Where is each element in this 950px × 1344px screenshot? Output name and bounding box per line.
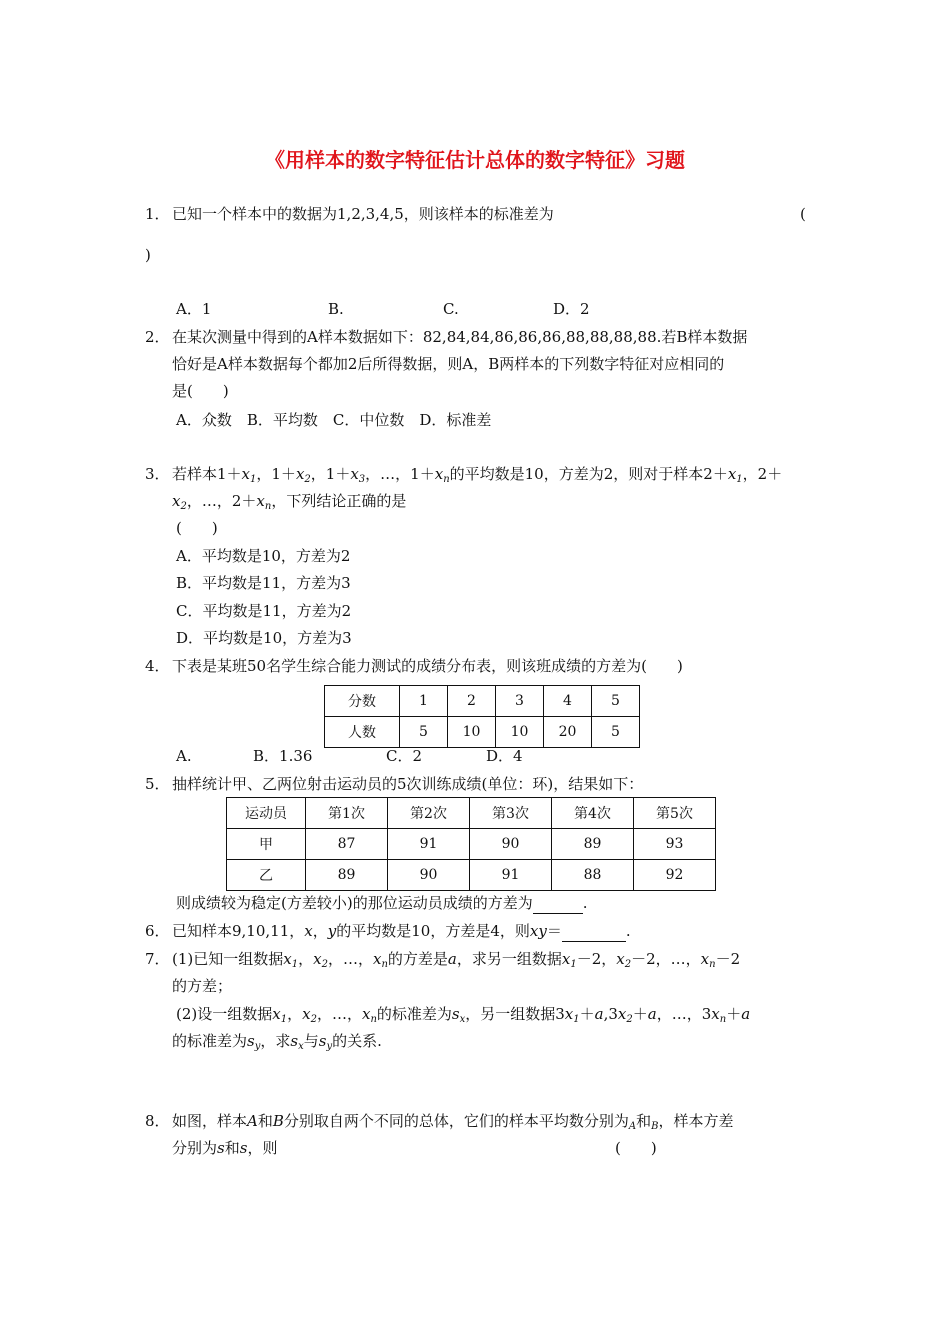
question-text: 已知一个样本中的数据为1,2,3,4,5，则该样本的标准差为 bbox=[172, 205, 554, 223]
table-cell: 91 bbox=[388, 829, 470, 860]
option-a: A．1 bbox=[176, 300, 212, 318]
option-b: B. bbox=[328, 300, 344, 318]
page-title: 《用样本的数字特征估计总体的数字特征》习题 bbox=[265, 148, 685, 172]
option-d: D．4 bbox=[486, 747, 523, 765]
question-number: 8． bbox=[145, 1112, 170, 1130]
answer-paren-close: ) bbox=[145, 246, 151, 264]
option-c: C．平均数是11，方差为2 bbox=[176, 602, 352, 620]
option-d: D．平均数是10，方差为3 bbox=[176, 629, 352, 647]
table-cell: 92 bbox=[634, 860, 716, 891]
question-number: 3． bbox=[145, 465, 170, 483]
option-c: C．2 bbox=[386, 747, 423, 765]
question-number: 5． bbox=[145, 775, 170, 793]
table-cell: 87 bbox=[306, 829, 388, 860]
option-b: B．平均数是11，方差为3 bbox=[176, 574, 351, 592]
option-c: C. bbox=[443, 300, 459, 318]
table-header-cell: 第2次 bbox=[388, 798, 470, 829]
table-cell: 10 bbox=[496, 717, 544, 748]
question-number: 1． bbox=[145, 205, 170, 223]
question-text: 抽样统计甲、乙两位射击运动员的5次训练成绩(单位：环)，结果如下： bbox=[172, 775, 644, 793]
question-number: 6． bbox=[145, 922, 170, 940]
table-cell: 10 bbox=[448, 717, 496, 748]
option-d: D．2 bbox=[553, 300, 590, 318]
table-cell: 人数 bbox=[325, 717, 400, 748]
table-row bbox=[227, 860, 716, 891]
question-line-2: 分别为s和s，则 bbox=[172, 1139, 278, 1157]
table-header-cell: 运动员 bbox=[227, 798, 306, 829]
table-cell: 90 bbox=[388, 860, 470, 891]
table-cell: 4 bbox=[544, 686, 592, 717]
question-part-1-line-2: 的方差； bbox=[172, 977, 233, 995]
table-cell: 20 bbox=[544, 717, 592, 748]
table-header-cell: 第1次 bbox=[306, 798, 388, 829]
table-cell: 5 bbox=[592, 686, 640, 717]
table-cell: 乙 bbox=[227, 860, 306, 891]
score-distribution-table bbox=[324, 685, 640, 748]
table-cell: 分数 bbox=[325, 686, 400, 717]
question-number: 7． bbox=[145, 950, 170, 968]
question-part-2-line-1: (2)设一组数据$x_1$，$x_2$，…，$x_n$的标准差为$s_x$，另一组数据$3x_1+a,3x_2+a$，…，$3x_n+a$ bbox=[176, 1005, 751, 1025]
shooting-scores-table bbox=[226, 797, 716, 891]
question-line-2: $x_2$，…，$2+x_n$，下列结论正确的是 bbox=[172, 492, 407, 512]
table-cell: 93 bbox=[634, 829, 716, 860]
question-number: 4． bbox=[145, 657, 170, 675]
question-line-1: 若样本$1+x_1$，$1+x_2$，$1+x_3$，…，$1+x_n$的平均数是10，方差为2，则对于样本$2+x_1$，2＋ bbox=[172, 465, 783, 485]
table-row bbox=[227, 829, 716, 860]
table-row bbox=[325, 686, 640, 717]
question-line-1: 在某次测量中得到的A样本数据如下：82,84,84,86,86,86,88,88,88,88.若B样本数据 bbox=[172, 328, 748, 346]
table-header-row bbox=[227, 798, 716, 829]
table-cell: 5 bbox=[592, 717, 640, 748]
table-cell: 91 bbox=[470, 860, 552, 891]
question-text: 已知样本9,10,11，x，y的平均数是10，方差是4，则xy＝ . bbox=[172, 922, 631, 940]
answer-blank bbox=[562, 921, 626, 942]
table-cell: 89 bbox=[552, 829, 634, 860]
table-cell: 1 bbox=[400, 686, 448, 717]
table-row bbox=[325, 717, 640, 748]
question-text: 下表是某班50名学生综合能力测试的成绩分布表，则该班成绩的方差为( ) bbox=[172, 657, 683, 675]
answer-paren: ( ) bbox=[176, 519, 218, 537]
table-cell: 89 bbox=[306, 860, 388, 891]
option-a: A．平均数是10，方差为2 bbox=[176, 547, 351, 565]
question-line-3: 是( ) bbox=[172, 382, 229, 400]
option-b: B．1.36 bbox=[253, 747, 313, 765]
table-cell: 5 bbox=[400, 717, 448, 748]
table-header-cell: 第3次 bbox=[470, 798, 552, 829]
table-cell: 88 bbox=[552, 860, 634, 891]
question-followup: 则成绩较为稳定(方差较小)的那位运动员成绩的方差为 . bbox=[176, 894, 588, 912]
answer-paren-open: ( bbox=[800, 205, 806, 223]
table-cell: 2 bbox=[448, 686, 496, 717]
question-line-2: 恰好是A样本数据每个都加2后所得数据，则A，B两样本的下列数字特征对应相同的 bbox=[172, 355, 725, 373]
table-cell: 3 bbox=[496, 686, 544, 717]
table-header-cell: 第4次 bbox=[552, 798, 634, 829]
option-a: A. bbox=[176, 747, 192, 765]
question-line-1: 如图，样本A和B分别取自两个不同的总体，它们的样本平均数分别为$_A$和$_B$，样本方差 bbox=[172, 1112, 734, 1132]
table-cell: 甲 bbox=[227, 829, 306, 860]
question-part-1-line-1: (1)已知一组数据$x_1$，$x_2$，…，$x_n$的方差是a，求另一组数据$x_1-2$，$x_2-2$，…，$x_n-2$ bbox=[172, 950, 741, 970]
answer-paren: ( ) bbox=[615, 1139, 657, 1157]
table-header-cell: 第5次 bbox=[634, 798, 716, 829]
options-line: A．众数 B．平均数 C．中位数 D．标准差 bbox=[176, 411, 492, 429]
question-number: 2． bbox=[145, 328, 170, 346]
table-cell: 90 bbox=[470, 829, 552, 860]
question-part-2-line-2: 的标准差为$s_y$，求$s_x$与$s_y$的关系. bbox=[172, 1032, 382, 1052]
answer-blank bbox=[533, 893, 583, 914]
